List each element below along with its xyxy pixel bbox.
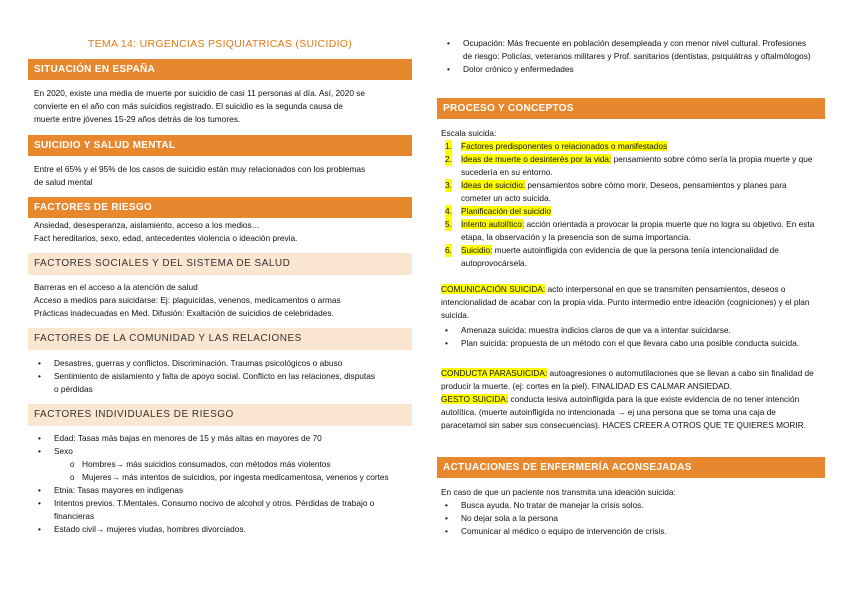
list-item: • No dejar sola a la persona: [441, 512, 815, 525]
conducta-text: autoagresiones o automutilaciones que se llevan a cabo sin finalidad de producir la muerte. (ej: cortes en la piel). FINALIDAD ES CALMAR ANSIEDAD.: [441, 368, 814, 391]
step-highlight: Suicidio:: [461, 245, 493, 255]
escala-steps: [441, 140, 815, 270]
text-line: En 2020, existe una media de muerte por suicidio de casi 11 personas al día. Así, 2020 se: [34, 88, 366, 98]
step-number: 6.: [445, 245, 452, 255]
comunicacion-list: [441, 324, 815, 350]
step-highlight: Ideas de muerte o desinterés por la vida:: [461, 154, 612, 164]
heading-salud-mental: SUICIDIO Y SALUD MENTAL: [28, 135, 412, 156]
comunicacion-text: acto interpersonal en que se transmiten pensamientos, deseos o intencionalidad de acabar con la propia vida. Punto intermedio entre ideación (cogniciones) y el plan suicida.: [441, 284, 810, 320]
step-text: pensamiento sobre cómo sería la propia muerte y que sucedería en su entorno.: [461, 154, 813, 177]
step-item: [441, 218, 815, 244]
list-item: • Sentimiento de aislamiento y falta de apoyo social. Conflicto en las relaciones, disputas o pérdidas: [34, 370, 406, 396]
step-number: 2.: [445, 154, 452, 164]
page-title: TEMA 14: URGENCIAS PSIQUIATRICAS (SUICIDIO): [87, 38, 353, 50]
list-item: • Edad: Tasas más bajas en menores de 15 y más altas en mayores de 70: [34, 432, 406, 445]
heading-actuaciones: ACTUACIONES DE ENFERMERÍA ACONSEJADAS: [437, 457, 825, 478]
step-highlight: Ideas de suicidio:: [461, 180, 526, 190]
step-text: acción orientada a provocar la propia muerte que no logra su objetivo. En esta etapa, la observación y la presencia son de suma importancia.: [461, 219, 815, 242]
step-number: 5.: [445, 219, 452, 229]
heading-factores-riesgo: FACTORES DE RIESGO: [28, 197, 412, 218]
step-highlight: Planificación del suicidio: [461, 206, 551, 216]
text-line: Acceso a medios para suicidarse: Ej: plaguicidas, venenos, medicamentos o armas: [34, 295, 341, 305]
step-item: [441, 205, 815, 218]
situacion-text: [34, 87, 406, 126]
actuaciones-list: [441, 499, 815, 538]
list-item: • Intentos previos. T.Mentales. Consumo nocivo de alcohol y otros. Pérdidas de trabajo o financieras: [34, 497, 406, 523]
comunicacion-block: [441, 283, 815, 322]
step-text: muerte autoinfligida con evidencia de que la persona tenía intencionalidad de autoprovocársela.: [461, 245, 779, 268]
escala-label: Escala suicida:: [441, 128, 497, 138]
step-item: [441, 140, 815, 153]
list-item: • Sexo: [34, 445, 406, 458]
list-item: • Etnia: Tasas mayores en indígenas: [34, 484, 406, 497]
step-text: pensamientos sobre cómo morir. Deseos, pensamientos y planes para cometer un acto suicida.: [461, 180, 787, 203]
step-number: 3.: [445, 180, 452, 190]
step-highlight: Intento autolítico:: [461, 219, 525, 229]
salud-mental-text: [34, 163, 406, 189]
list-item: • Desastres, guerras y conflictos. Discriminación. Traumas psicológicos o abuso: [34, 357, 406, 370]
list-item: • Amenaza suicida: muestra indicios claros de que va a intentar suicidarse.: [441, 324, 815, 337]
list-item: • Estado civil→ mujeres viudas, hombres divorciados.: [34, 523, 406, 536]
text-line: de salud mental: [34, 177, 93, 187]
heading-sociales: FACTORES SOCIALES Y DEL SISTEMA DE SALUD: [28, 253, 412, 275]
heading-individuales: FACTORES INDIVIDUALES DE RIESGO: [28, 404, 412, 426]
step-item: [441, 179, 815, 205]
actuaciones-intro: En caso de que un paciente nos transmita una ideación suicida:: [441, 487, 676, 497]
comunicacion-label: COMUNICACIÓN SUICIDA:: [441, 284, 546, 294]
text-line: Prácticas inadecuadas en Med. Difusión: Exaltación de suicidios de celebridades.: [34, 308, 334, 318]
conducta-label: CONDUCTA PARASUICIDA:: [441, 368, 548, 378]
text-line: Barreras en el acceso a la atención de salud: [34, 282, 198, 292]
heading-proceso: PROCESO Y CONCEPTOS: [437, 98, 825, 119]
text-line: Fact hereditarios, sexo, edad, antecedentes violencia o ideación previa.: [34, 233, 298, 243]
list-subitem: o Mujeres→ más intentos de suicidios, por ingesta medicamentosa, venenos y cortes: [34, 471, 406, 484]
step-highlight: Factores predisponentes o relacionados o manifestados: [461, 141, 668, 151]
list-item: • Ocupación: Más frecuente en población desempleada y con menor nivel cultural. Profesiones de riesgo: Policías, veteranos militares y Prof. sanitarios (dentistas, psiquiátras y oftalmólogos): [443, 37, 813, 63]
individuales-list: [34, 432, 406, 536]
top-list: [443, 37, 813, 76]
text-line: Ansiedad, desesperanza, aislamiento, acceso a los medios…: [34, 220, 260, 230]
comunicacion-paragraph: [441, 283, 815, 322]
gesto-label: GESTO SUICIDA:: [441, 394, 509, 404]
text-line: Entre el 65% y el 95% de los casos de suicidio están muy relacionados con los problemas: [34, 164, 366, 174]
text-line: convierte en el año con más suicidios registrado. El suicidio es la segunda causa de: [34, 101, 344, 111]
conducta-block: [441, 367, 815, 432]
text-line: muerte entre jóvenes 15-29 años detrás de los tumores.: [34, 114, 241, 124]
step-number: 4.: [445, 206, 452, 216]
factores-text: [34, 219, 406, 245]
comunidad-list: [34, 357, 406, 396]
list-item: • Plan suicida: propuesta de un método con el que llevara cabo una posible conducta suicida.: [441, 337, 815, 350]
list-item: • Busca ayuda. No tratar de manejar la crisis solos.: [441, 499, 815, 512]
list-item: • Comunicar al médico o equipo de intervención de crisis.: [441, 525, 815, 538]
gesto-paragraph: [441, 393, 815, 432]
list-item: • Dolor crónico y enfermedades: [443, 63, 813, 76]
list-subitem: o Hombres→ más suicidios consumados, con métodos más violentos: [34, 458, 406, 471]
step-number: 1.: [445, 141, 452, 151]
gesto-text: conducta lesiva autoinfligida para la que existe evidencia de no tener intención autolítica. (muerte autoinfligida no intencionada → ej una persona que se toma una caja de paracetamol sin saber sus consecuencias). HACES CREER A OTROS QUE TE QUIERES MORIR.: [441, 394, 807, 430]
sociales-text: [34, 281, 406, 320]
conducta-paragraph: [441, 367, 815, 393]
step-item: [441, 153, 815, 179]
step-item: [441, 244, 815, 270]
heading-comunidad: FACTORES DE LA COMUNIDAD Y LAS RELACIONES: [28, 328, 412, 350]
heading-situacion: SITUACIÓN EN ESPAÑA: [28, 59, 412, 80]
